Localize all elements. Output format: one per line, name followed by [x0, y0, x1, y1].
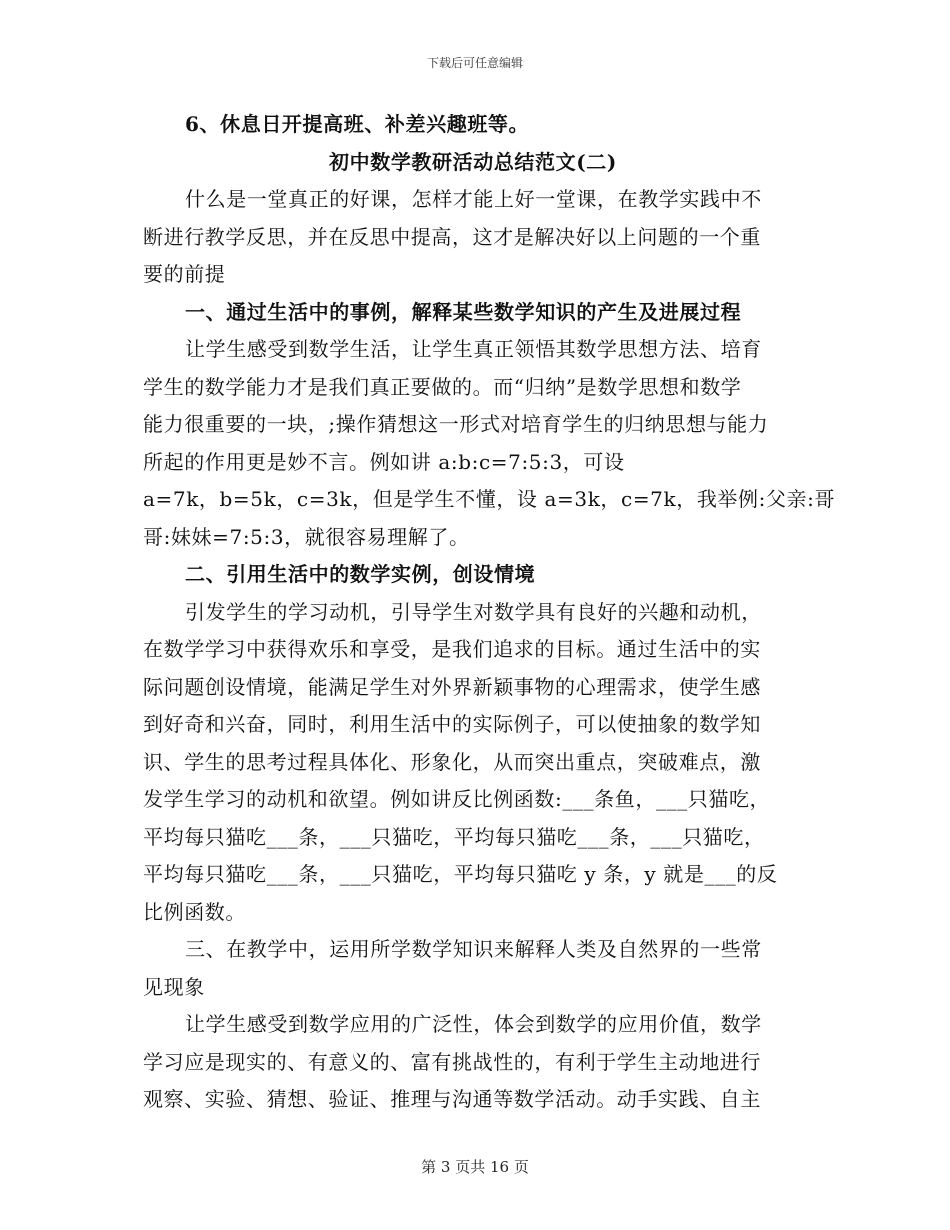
page-header: 下载后可任意编辑 — [426, 56, 523, 70]
page-footer: 第 3 页共 16 页 — [421, 1158, 529, 1176]
paragraph-line: 比例函数。 — [143, 899, 246, 924]
paragraph-line: 能力很重要的一块，;操作猜想这一形式对培育学生的归纳思想与能力 — [143, 412, 769, 436]
heading-2: 二、引用生活中的数学实例，创设情境 — [185, 562, 536, 586]
heading-1: 一、通过生活中的事例，解释某些数学知识的产生及进展过程 — [185, 299, 742, 324]
paragraph-line: 什么是一堂真正的好课，怎样才能上好一堂课，在教学实践中不 — [185, 187, 762, 211]
paragraph-line: 哥:妹妹=7:5:3，就很容易理解了。 — [143, 524, 470, 549]
paragraph-line: 断进行教学反思，并在反思中提高，这才是解决好以上问题的一个重 — [143, 224, 761, 249]
document-body — [143, 106, 836, 1119]
paragraph-line: 发学生学习的动机和欲望。例如讲反比例函数:___条鱼，___只猫吃， — [143, 787, 771, 811]
section-title: 初中数学教研活动总结范文(二) — [329, 149, 617, 174]
list-item-6: 6、休息日开提高班、补差兴趣班等。 — [185, 112, 530, 136]
paragraph-line: 所起的作用更是妙不言。例如讲 a:b:c=7:5:3，可设 — [143, 449, 625, 474]
paragraph-line: 让学生感受到数学生活，让学生真正领悟其数学思想方法、培育 — [185, 337, 762, 361]
paragraph-line: 学生的数学能力才是我们真正要做的。而“归纳”是数学思想和数学 — [143, 374, 742, 399]
paragraph-line: 平均每只猫吃___条，___只猫吃，平均每只猫吃___条，___只猫吃， — [143, 824, 765, 849]
paragraph-line: 在数学学习中获得欢乐和享受，是我们追求的目标。通过生活中的实 — [143, 637, 761, 661]
paragraph-line: 引发学生的学习动机，引导学生对数学具有良好的兴趣和动机， — [185, 599, 762, 624]
paragraph-line: 让学生感受到数学应用的广泛性，体会到数学的应用价值，数学 — [185, 1012, 762, 1036]
paragraph-line: 识、学生的思考过程具体化、形象化，从而突出重点，突破难点，激 — [143, 749, 761, 774]
heading-3: 三、在教学中，运用所学数学知识来解释人类及自然界的一些常 — [185, 937, 762, 961]
paragraph-line: 平均每只猫吃___条，___只猫吃，平均每只猫吃 y 条，y 就是___的反 — [143, 862, 778, 886]
paragraph-line: 要的前提 — [143, 262, 226, 286]
paragraph-line: a=7k，b=5k，c=3k，但是学生不懂，设 a=3k，c=7k，我举例:父亲:哥 — [143, 487, 836, 511]
paragraph-line: 学习应是现实的、有意义的、富有挑战性的，有利于学生主动地进行 — [143, 1049, 761, 1074]
paragraph-line: 际问题创设情境，能满足学生对外界新颖事物的心理需求，使学生感 — [143, 674, 761, 699]
paragraph-line: 见现象 — [143, 974, 205, 999]
paragraph-line: 到好奇和兴奋，同时，利用生活中的实际例子，可以使抽象的数学知 — [143, 712, 761, 736]
paragraph-line: 观察、实验、猜想、验证、推理与沟通等数学活动。动手实践、自主 — [143, 1087, 761, 1111]
